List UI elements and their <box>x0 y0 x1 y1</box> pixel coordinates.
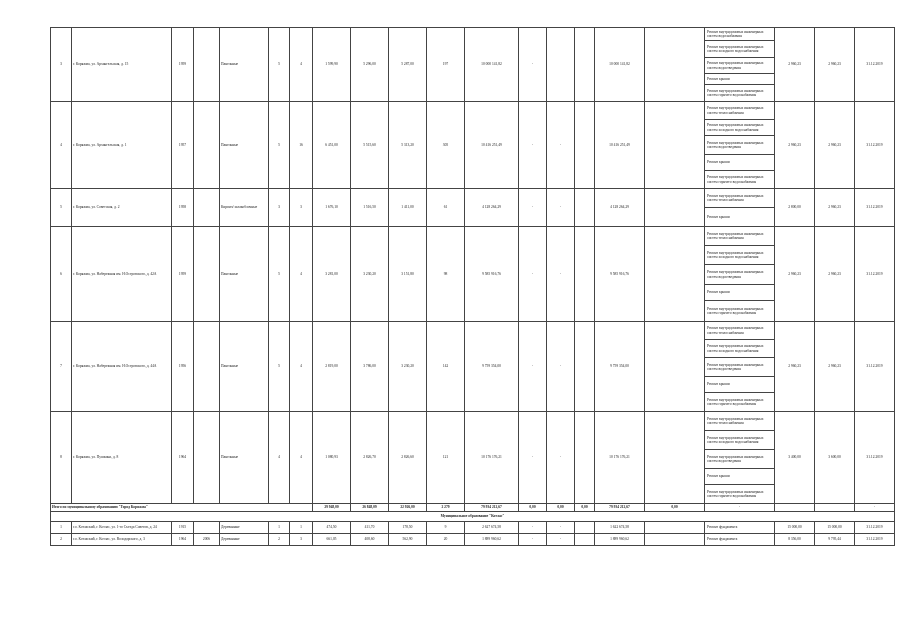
reconstruction-year <box>194 102 220 189</box>
completion-date: 31.12.2019 <box>855 102 895 189</box>
fund-share: - <box>519 28 547 102</box>
municipal-share <box>575 522 595 534</box>
max-unit-cost: 15 000,00 <box>815 522 855 534</box>
total-label: Итого по муниципальному образованию "Город Коряжма" <box>51 504 313 512</box>
owners-funds: 1 622 674,58 <box>595 522 645 534</box>
unit-cost: 2 960,23 <box>775 102 815 189</box>
row-number: 7 <box>51 322 72 412</box>
repair-work-type: Ремонт внутридомовых инженерных систем холодного водоснабжения <box>705 41 775 58</box>
residential-area: 178,50 <box>389 522 427 534</box>
table-row <box>51 189 895 208</box>
reconstruction-year <box>194 28 220 102</box>
repair-cost-total: 2 627 674,58 <box>465 522 519 534</box>
build-year: 1915 <box>172 522 194 534</box>
table-row <box>51 102 895 120</box>
residential-area: 1 411,00 <box>389 189 427 227</box>
row-number: 6 <box>51 227 72 322</box>
table-row <box>51 227 895 246</box>
total-other: 0,00 <box>645 504 705 512</box>
total-residents: 2 279 <box>427 504 465 512</box>
owners-funds: 10 000 141,82 <box>595 28 645 102</box>
row-number: 2 <box>51 534 72 546</box>
budget-share: - <box>547 534 575 546</box>
repair-cost-total: 4 128 264,29 <box>465 189 519 227</box>
unit-cost: 2 960,23 <box>775 322 815 412</box>
owners-funds: 9 585 916,76 <box>595 227 645 322</box>
residents-count: 142 <box>427 322 465 412</box>
residential-area: 562,90 <box>389 534 427 546</box>
total-residential-area: 22 926,00 <box>389 504 427 512</box>
completion-date: 31.12.2019 <box>855 522 895 534</box>
reconstruction-year <box>194 522 220 534</box>
row-number: 4 <box>51 102 72 189</box>
fund-share: - <box>519 322 547 412</box>
total-municipal: 0,00 <box>575 504 595 512</box>
fund-share: - <box>519 102 547 189</box>
municipal-share <box>575 28 595 102</box>
total-fund: 0,00 <box>519 504 547 512</box>
total-sum: 79 934 212,67 <box>465 504 519 512</box>
other-funds <box>645 189 705 227</box>
house-address: г. Коряжма, ул. Архангельская, д. 15 <box>72 28 172 102</box>
repair-work-type: Ремонт внутридомовых инженерных систем горячего водоснабжения <box>705 301 775 322</box>
owners-funds: 4 128 264,29 <box>595 189 645 227</box>
section-heading: Муниципальное образование "Котлас" <box>51 512 895 522</box>
house-address: г. Коряжма, ул. Советская, д. 2 <box>72 189 172 227</box>
premises-area: 408,60 <box>351 534 389 546</box>
residents-count: 121 <box>427 412 465 504</box>
residents-count: 197 <box>427 28 465 102</box>
wall-material: Панельные <box>220 322 269 412</box>
repair-work-type: Ремонт крыши <box>705 74 775 85</box>
unit-cost: 2 800,00 <box>775 189 815 227</box>
total-unit-cost <box>775 504 815 512</box>
owners-funds: 9 759 354,00 <box>595 322 645 412</box>
municipal-share <box>575 189 595 227</box>
wall-material: Панельные <box>220 28 269 102</box>
repair-work-type: Ремонт внутридомовых инженерных систем теплоснабжения <box>705 322 775 340</box>
unit-cost: 15 000,00 <box>775 522 815 534</box>
fund-share: - <box>519 522 547 534</box>
owners-funds: 1 889 960,62 <box>595 534 645 546</box>
entrances-count: 16 <box>290 102 313 189</box>
total-date: - <box>855 504 895 512</box>
premises-area: 411,70 <box>351 522 389 534</box>
other-funds <box>645 227 705 322</box>
reconstruction-year <box>194 227 220 322</box>
residents-count: 61 <box>427 189 465 227</box>
repair-work-type: Ремонт крыши <box>705 377 775 393</box>
row-number: 1 <box>51 522 72 534</box>
total-area: 474,50 <box>313 522 351 534</box>
other-funds <box>645 102 705 189</box>
total-area: 6 451,00 <box>313 102 351 189</box>
max-unit-cost: 2 960,23 <box>815 322 855 412</box>
reconstruction-year <box>194 322 220 412</box>
fund-share: - <box>519 534 547 546</box>
repair-work-type: Ремонт внутридомовых инженерных систем водоотведения <box>705 265 775 285</box>
repair-work-type: Ремонт внутридомовых инженерных систем водоотведения <box>705 58 775 74</box>
repair-work-type: Ремонт внутридомовых инженерных систем холодного водоснабжения <box>705 120 775 136</box>
entrances-count: 4 <box>290 28 313 102</box>
wall-material: Панельные <box>220 412 269 504</box>
entrances-count: 4 <box>290 322 313 412</box>
repair-work-type: Ремонт крыши <box>705 208 775 227</box>
table-row <box>51 322 895 340</box>
total-work: - <box>705 504 775 512</box>
floors-count: 5 <box>269 227 290 322</box>
municipal-share <box>575 534 595 546</box>
table-row <box>51 28 895 41</box>
premises-area: 3 786,00 <box>351 322 389 412</box>
house-address: г.о. Котлаский, г. Котлас, ул. 1-го Съезда Советов, д. 24 <box>72 522 172 534</box>
entrances-count: 3 <box>290 534 313 546</box>
repair-work-type: Ремонт внутридомовых инженерных систем теплоснабжения <box>705 412 775 431</box>
entrances-count: 4 <box>290 412 313 504</box>
max-unit-cost: 9 795,44 <box>815 534 855 546</box>
premises-area: 3 230,20 <box>351 227 389 322</box>
build-year: 1957 <box>172 102 194 189</box>
total-premises-area: 26 848,09 <box>351 504 389 512</box>
row-number: 8 <box>51 412 72 504</box>
entrances-count: 3 <box>290 189 313 227</box>
total-owners: 79 934 212,67 <box>595 504 645 512</box>
fund-share: - <box>519 412 547 504</box>
fund-share: - <box>519 227 547 322</box>
repair-cost-total: 9 759 354,00 <box>465 322 519 412</box>
budget-share: - <box>547 102 575 189</box>
residents-count: 9 <box>427 522 465 534</box>
house-address: г. Коряжма, ул. Набережная им. Н.Островского, д. 44А <box>72 322 172 412</box>
residential-area: 3 230,20 <box>389 322 427 412</box>
premises-area: 2 826,70 <box>351 412 389 504</box>
build-year: 1956 <box>172 322 194 412</box>
total-area: 3 281,00 <box>313 227 351 322</box>
repair-work-type: Ремонт внутридомовых инженерных систем горячего водоснабжения <box>705 393 775 412</box>
total-area: 2 819,00 <box>313 322 351 412</box>
wall-material: Деревянные <box>220 522 269 534</box>
repair-work-type: Ремонт внутридомовых инженерных систем теплоснабжения <box>705 102 775 120</box>
completion-date: 31.12.2019 <box>855 28 895 102</box>
unit-cost: 8 356,00 <box>775 534 815 546</box>
repair-cost-total: 1 889 960,62 <box>465 534 519 546</box>
premises-area: 5 515,60 <box>351 102 389 189</box>
budget-share <box>547 28 575 102</box>
table-row <box>51 522 895 534</box>
municipal-share <box>575 102 595 189</box>
wall-material: Деревянные <box>220 534 269 546</box>
total-row <box>51 504 895 512</box>
owners-funds: 10 416 251,49 <box>595 102 645 189</box>
total-area: 1 676,10 <box>313 189 351 227</box>
total-max-cost <box>815 504 855 512</box>
repair-cost-total: 10 176 176,21 <box>465 412 519 504</box>
house-address: г. Коряжма, ул. Архангельская, д. 1 <box>72 102 172 189</box>
total-area: 1 599,90 <box>313 28 351 102</box>
other-funds <box>645 412 705 504</box>
other-funds <box>645 522 705 534</box>
budget-share: - <box>547 412 575 504</box>
other-funds <box>645 534 705 546</box>
repair-work-type: Ремонт внутридомовых инженерных систем теплоснабжения <box>705 189 775 208</box>
house-address: г.о. Котлаский, г. Котлас, ул. Володарского, д. 3 <box>72 534 172 546</box>
floors-count: 5 <box>269 28 290 102</box>
residential-area: 5 313,20 <box>389 102 427 189</box>
row-number: 5 <box>51 189 72 227</box>
completion-date: 31.12.2019 <box>855 322 895 412</box>
reconstruction-year <box>194 412 220 504</box>
unit-cost: 2 960,23 <box>775 227 815 322</box>
fund-share: - <box>519 189 547 227</box>
completion-date: 31.12.2019 <box>855 412 895 504</box>
completion-date: 31.12.2019 <box>855 534 895 546</box>
completion-date: 31.12.2019 <box>855 189 895 227</box>
reconstruction-year <box>194 189 220 227</box>
repair-work-type: Ремонт внутридомовых инженерных систем водоотведения <box>705 450 775 469</box>
repair-work-type: Ремонт внутридомовых инженерных систем водоотведения <box>705 358 775 377</box>
floors-count: 5 <box>269 322 290 412</box>
section-row <box>51 512 895 522</box>
floors-count: 5 <box>269 102 290 189</box>
build-year: 1959 <box>172 227 194 322</box>
repair-work-type: Ремонт внутридомовых инженерных систем холодного водоснабжения <box>705 246 775 265</box>
unit-cost: 2 960,23 <box>775 28 815 102</box>
residential-area: 5 287,00 <box>389 28 427 102</box>
repair-work-type: Ремонт фундамента <box>705 522 775 534</box>
unit-cost: 3 400,00 <box>775 412 815 504</box>
total-area: 661,05 <box>313 534 351 546</box>
total-area: 29 948,00 <box>313 504 351 512</box>
row-number: 3 <box>51 28 72 102</box>
municipal-share <box>575 412 595 504</box>
capital-repair-register-table <box>50 27 895 546</box>
repair-cost-total: 10 416 251,49 <box>465 102 519 189</box>
repair-work-type: Ремонт внутридомовых инженерных систем водоотведения <box>705 136 775 155</box>
repair-work-type: Ремонт внутридомовых инженерных систем горячего водоснабжения <box>705 171 775 189</box>
floors-count: 3 <box>269 189 290 227</box>
reconstruction-year: 2006 <box>194 534 220 546</box>
budget-share: - <box>547 189 575 227</box>
repair-work-type: Ремонт внутридомовых инженерных систем горячего водоснабжения <box>705 85 775 102</box>
repair-work-type: Ремонт внутридомовых инженерных систем теплоснабжения <box>705 227 775 246</box>
floors-count: 2 <box>269 534 290 546</box>
repair-work-type: Ремонт фундамента <box>705 534 775 546</box>
premises-area: 5 296,00 <box>351 28 389 102</box>
floors-count: 1 <box>269 522 290 534</box>
municipal-share <box>575 227 595 322</box>
residents-count: 20 <box>427 534 465 546</box>
total-area: 1 080,93 <box>313 412 351 504</box>
entrances-count: 4 <box>290 227 313 322</box>
budget-share: - <box>547 227 575 322</box>
residents-count: 98 <box>427 227 465 322</box>
house-address: г. Коряжма, ул. Набережная им. Н.Островского, д. 42А <box>72 227 172 322</box>
table-row <box>51 534 895 546</box>
residential-area: 3 151,80 <box>389 227 427 322</box>
build-year: 1964 <box>172 412 194 504</box>
build-year: 1964 <box>172 534 194 546</box>
wall-material: Панельные <box>220 102 269 189</box>
completion-date: 31.12.2019 <box>855 227 895 322</box>
budget-share: - <box>547 522 575 534</box>
house-address: г. Коряжма, ул. Пушкина, д. 8 <box>72 412 172 504</box>
repair-work-type: Ремонт внутридомовых инженерных систем горячего водоснабжения <box>705 485 775 504</box>
municipal-share <box>575 322 595 412</box>
owners-funds: 10 176 176,21 <box>595 412 645 504</box>
residential-area: 2 826,60 <box>389 412 427 504</box>
repair-work-type: Ремонт внутридомовых инженерных систем холодного водоснабжения <box>705 340 775 358</box>
budget-share: - <box>547 322 575 412</box>
repair-work-type: Ремонт крыши <box>705 285 775 301</box>
other-funds <box>645 322 705 412</box>
repair-work-type: Ремонт крыши <box>705 469 775 485</box>
table-row <box>51 412 895 431</box>
entrances-count: 1 <box>290 522 313 534</box>
max-unit-cost: 2 960,23 <box>815 102 855 189</box>
repair-cost-total: 10 000 141,82 <box>465 28 519 102</box>
max-unit-cost: 2 960,23 <box>815 227 855 322</box>
max-unit-cost: 2 960,23 <box>815 28 855 102</box>
wall-material: Панельные <box>220 227 269 322</box>
residents-count: 305 <box>427 102 465 189</box>
other-funds <box>645 28 705 102</box>
repair-cost-total: 9 585 916,76 <box>465 227 519 322</box>
floors-count: 4 <box>269 412 290 504</box>
max-unit-cost: 2 960,23 <box>815 189 855 227</box>
build-year: 1959 <box>172 28 194 102</box>
premises-area: 1 516,50 <box>351 189 389 227</box>
repair-work-type: Ремонт крыши <box>705 155 775 171</box>
total-budget: 0,00 <box>547 504 575 512</box>
wall-material: Кирпич/ шлакоблочные <box>220 189 269 227</box>
repair-work-type: Ремонт внутридомовых инженерных систем холодного водоснабжения <box>705 431 775 450</box>
repair-work-type: Ремонт внутридомовых инженерных систем водоснабжения <box>705 28 775 41</box>
build-year: 1958 <box>172 189 194 227</box>
max-unit-cost: 3 600,00 <box>815 412 855 504</box>
